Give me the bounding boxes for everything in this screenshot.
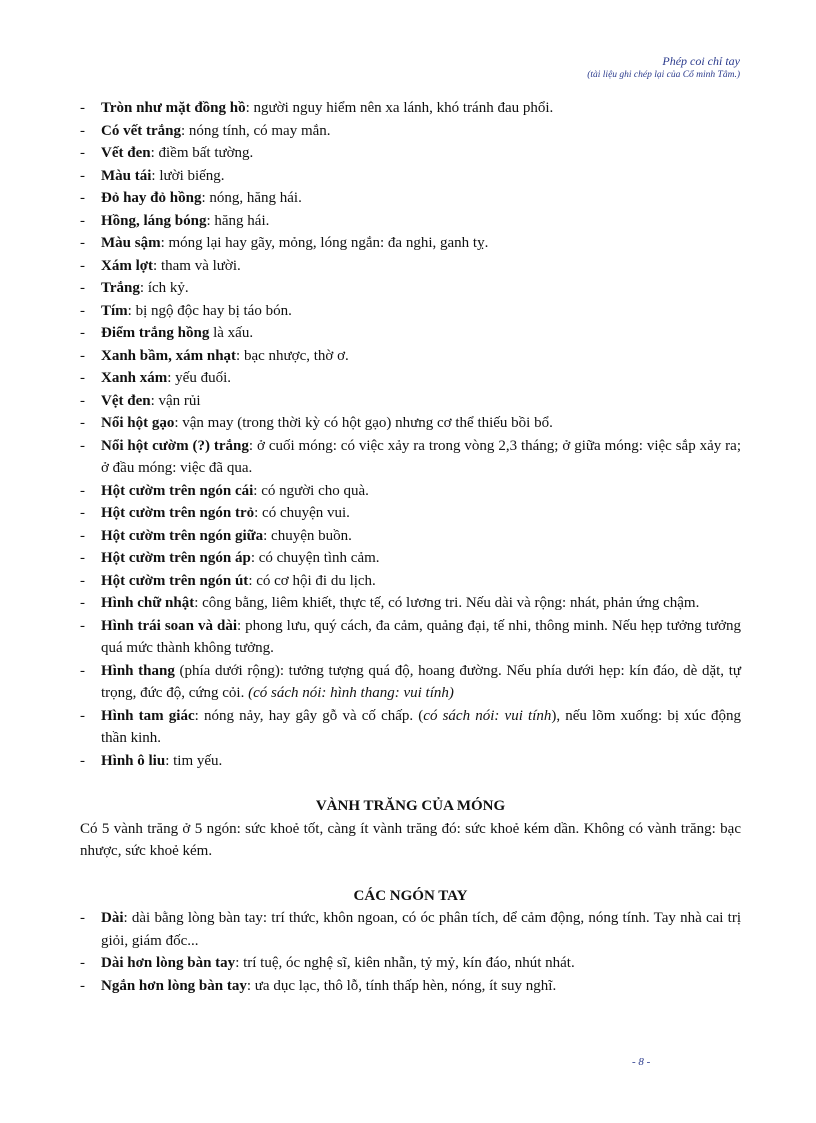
list-item-term: Vết đen xyxy=(101,145,151,161)
list-item-term: Có vết trắng xyxy=(101,122,181,139)
page-content xyxy=(80,97,741,997)
list-item-text: : hăng hái. xyxy=(206,212,270,229)
list-item-text: : ở cuối móng: có việc xảy ra trong vòng 2,3 tháng; ở giữa móng: việc sắp xảy ra; ở đầu móng: việc đã qua. xyxy=(101,437,741,476)
list-item-term: Hình ô liu xyxy=(101,752,166,769)
list-item-text: là xấu. xyxy=(209,325,254,341)
list-item-term: Ngắn hơn lòng bàn tay xyxy=(101,977,247,994)
list-item-term: Điểm trắng hồng xyxy=(101,325,210,341)
list-item xyxy=(80,480,741,503)
list-item-term: Hình trái soan và dài xyxy=(101,617,237,634)
list-item xyxy=(80,277,741,300)
list-item-term: Đỏ hay đỏ hồng xyxy=(101,190,202,206)
list-item xyxy=(80,592,741,615)
list-item-text: : bạc nhược, thờ ơ. xyxy=(236,347,349,364)
list-item-text: : có chuyện vui. xyxy=(254,505,350,521)
list-item-term: Hột cườm trên ngón cái xyxy=(101,482,254,499)
finger-list xyxy=(80,907,741,997)
list-item-text: : có người cho quà. xyxy=(253,482,369,499)
list-item-term: Nổi hột gạo xyxy=(101,415,175,431)
header-title: Phép coi chỉ tay xyxy=(662,54,740,68)
list-item xyxy=(80,97,741,120)
list-item xyxy=(80,232,741,255)
list-item-text: : bị ngộ độc hay bị táo bón. xyxy=(127,302,292,319)
list-item-term: Nổi hột cườm (?) trắng xyxy=(101,437,249,454)
nail-list xyxy=(80,97,741,772)
list-item-term: Tròn như mặt đồng hồ xyxy=(101,100,246,116)
list-item xyxy=(80,907,741,952)
list-item xyxy=(80,705,741,750)
list-item-term: Tím xyxy=(101,302,128,319)
list-item-text: : lười biếng. xyxy=(151,167,225,184)
list-item-text: : yếu đuối. xyxy=(167,370,232,386)
list-item xyxy=(80,390,741,413)
list-item-text: : nóng tính, có may mắn. xyxy=(180,122,331,139)
list-item-text: : có chuyện tình cảm. xyxy=(250,550,380,566)
list-item-term: Vệt đen xyxy=(101,392,151,409)
list-item xyxy=(80,210,741,233)
list-item xyxy=(80,570,741,593)
list-item-text: : người nguy hiểm nên xa lánh, khó tránh đau phổi. xyxy=(245,100,554,116)
list-item xyxy=(80,975,741,998)
list-item-term: Màu sậm xyxy=(101,235,161,251)
list-item-text: : tham và lười. xyxy=(153,257,241,274)
list-item xyxy=(80,502,741,525)
list-item-term: Hồng, láng bóng xyxy=(101,212,207,229)
list-item xyxy=(80,165,741,188)
list-item xyxy=(80,412,741,435)
list-item-term: Hột cườm trên ngón giữa xyxy=(101,527,264,544)
list-item-term: Trắng xyxy=(101,280,140,296)
list-item-text: : nóng, hăng hái. xyxy=(201,190,302,206)
list-item-term: Dài xyxy=(101,910,124,926)
list-item-text: : vận rủi xyxy=(150,392,201,409)
section-heading-fingers: CÁC NGÓN TAY xyxy=(353,887,468,904)
list-item-text: (phía dưới rộng): tưởng tượng quá độ, hoang đường. Nếu phía dưới hẹp: kín đáo, dè dặt, tự trọng, đức độ, cứng cỏi. xyxy=(101,662,741,701)
list-item-note: có sách nói: vui tính xyxy=(423,707,552,724)
list-item-text: : điềm bất tường. xyxy=(150,145,254,161)
list-item xyxy=(80,187,741,210)
list-item-text: : dài bằng lòng bàn tay: trí thức, khôn ngoan, có óc phân tích, dể cảm động, nóng tính. Tay nhà cai trị giỏi, giám đốc... xyxy=(101,910,741,949)
list-item xyxy=(80,367,741,390)
list-item-term: Hột cườm trên ngón áp xyxy=(101,550,251,566)
list-item-text: : nóng nảy, hay gây gỗ và cố chấp. ( xyxy=(194,707,424,724)
section-heading-nail-moons: VÀNH TRĂNG CỦA MÓNG xyxy=(315,798,506,814)
list-item-term: Hình thang xyxy=(101,662,175,679)
list-item xyxy=(80,750,741,773)
list-item-text: : chuyện buồn. xyxy=(263,527,352,544)
list-item-text: : tim yếu. xyxy=(165,752,223,769)
list-item xyxy=(80,525,741,548)
list-item-term: Màu tái xyxy=(101,167,152,184)
list-item xyxy=(80,952,741,975)
list-item xyxy=(80,547,741,570)
list-item-text: : công bằng, liêm khiết, thực tế, có lương tri. Nếu dài và rộng: nhát, phản ứng chậm. xyxy=(194,595,700,611)
list-item-term: Hột cườm trên ngón út xyxy=(101,572,249,589)
list-item-term: Hột cườm trên ngón trỏ xyxy=(101,505,255,521)
list-item-term: Xanh bầm, xám nhạt xyxy=(101,347,237,364)
list-item xyxy=(80,435,741,480)
list-item-text: : phong lưu, quý cách, đa cảm, quảng đại, tế nhi, thông minh. Nếu hẹp tưởng tưởng quá mức thành không tưởng. xyxy=(101,617,742,656)
list-item xyxy=(80,660,741,705)
list-item-text: : vận may (trong thời kỳ có hột gạo) nhưng cơ thể thiếu bồi bổ. xyxy=(174,415,553,431)
list-item-text: : có cơ hội đi du lịch. xyxy=(248,572,376,589)
list-item xyxy=(80,615,741,660)
list-item xyxy=(80,300,741,323)
list-item xyxy=(80,142,741,165)
list-item-text: : ích kỷ. xyxy=(139,280,189,296)
list-item-text: : ưa dục lạc, thô lỗ, tính thấp hèn, nóng, ít suy nghĩ. xyxy=(246,977,557,994)
list-item xyxy=(80,120,741,143)
section-paragraph-nail-moons: Có 5 vành trăng ở 5 ngón: sức khoẻ tốt, càng ít vành trăng đó: sức khoẻ kém dần. Không có vành trăng: bạc nhược, sức khoẻ kém. xyxy=(80,820,741,859)
list-item-term: Xanh xám xyxy=(101,370,168,386)
list-item xyxy=(80,255,741,278)
list-item-term: Hình chữ nhật xyxy=(101,595,195,611)
list-item-term: Hình tam giác xyxy=(101,707,195,724)
page-header xyxy=(587,53,740,82)
page-number: - 8 - xyxy=(632,1056,651,1068)
list-item-text-cont: ), nếu lõm xuống: bị xúc động thần kinh. xyxy=(101,707,741,746)
list-item-term: Xám lợt xyxy=(101,257,154,274)
header-subtitle: (tài liệu ghi chép lại của Cổ minh Tâm.) xyxy=(587,70,740,80)
list-item-text: : trí tuệ, óc nghệ sĩ, kiên nhẫn, tỷ mỷ, kín đáo, nhút nhát. xyxy=(235,955,575,971)
list-item xyxy=(80,322,741,345)
list-item-term: Dài hơn lòng bàn tay xyxy=(101,955,236,971)
list-item xyxy=(80,345,741,368)
list-item-note: (có sách nói: hình thang: vui tính) xyxy=(248,685,454,701)
list-item-text: : móng lại hay gãy, mỏng, lóng ngắn: đa nghi, ganh tỵ. xyxy=(160,235,489,251)
